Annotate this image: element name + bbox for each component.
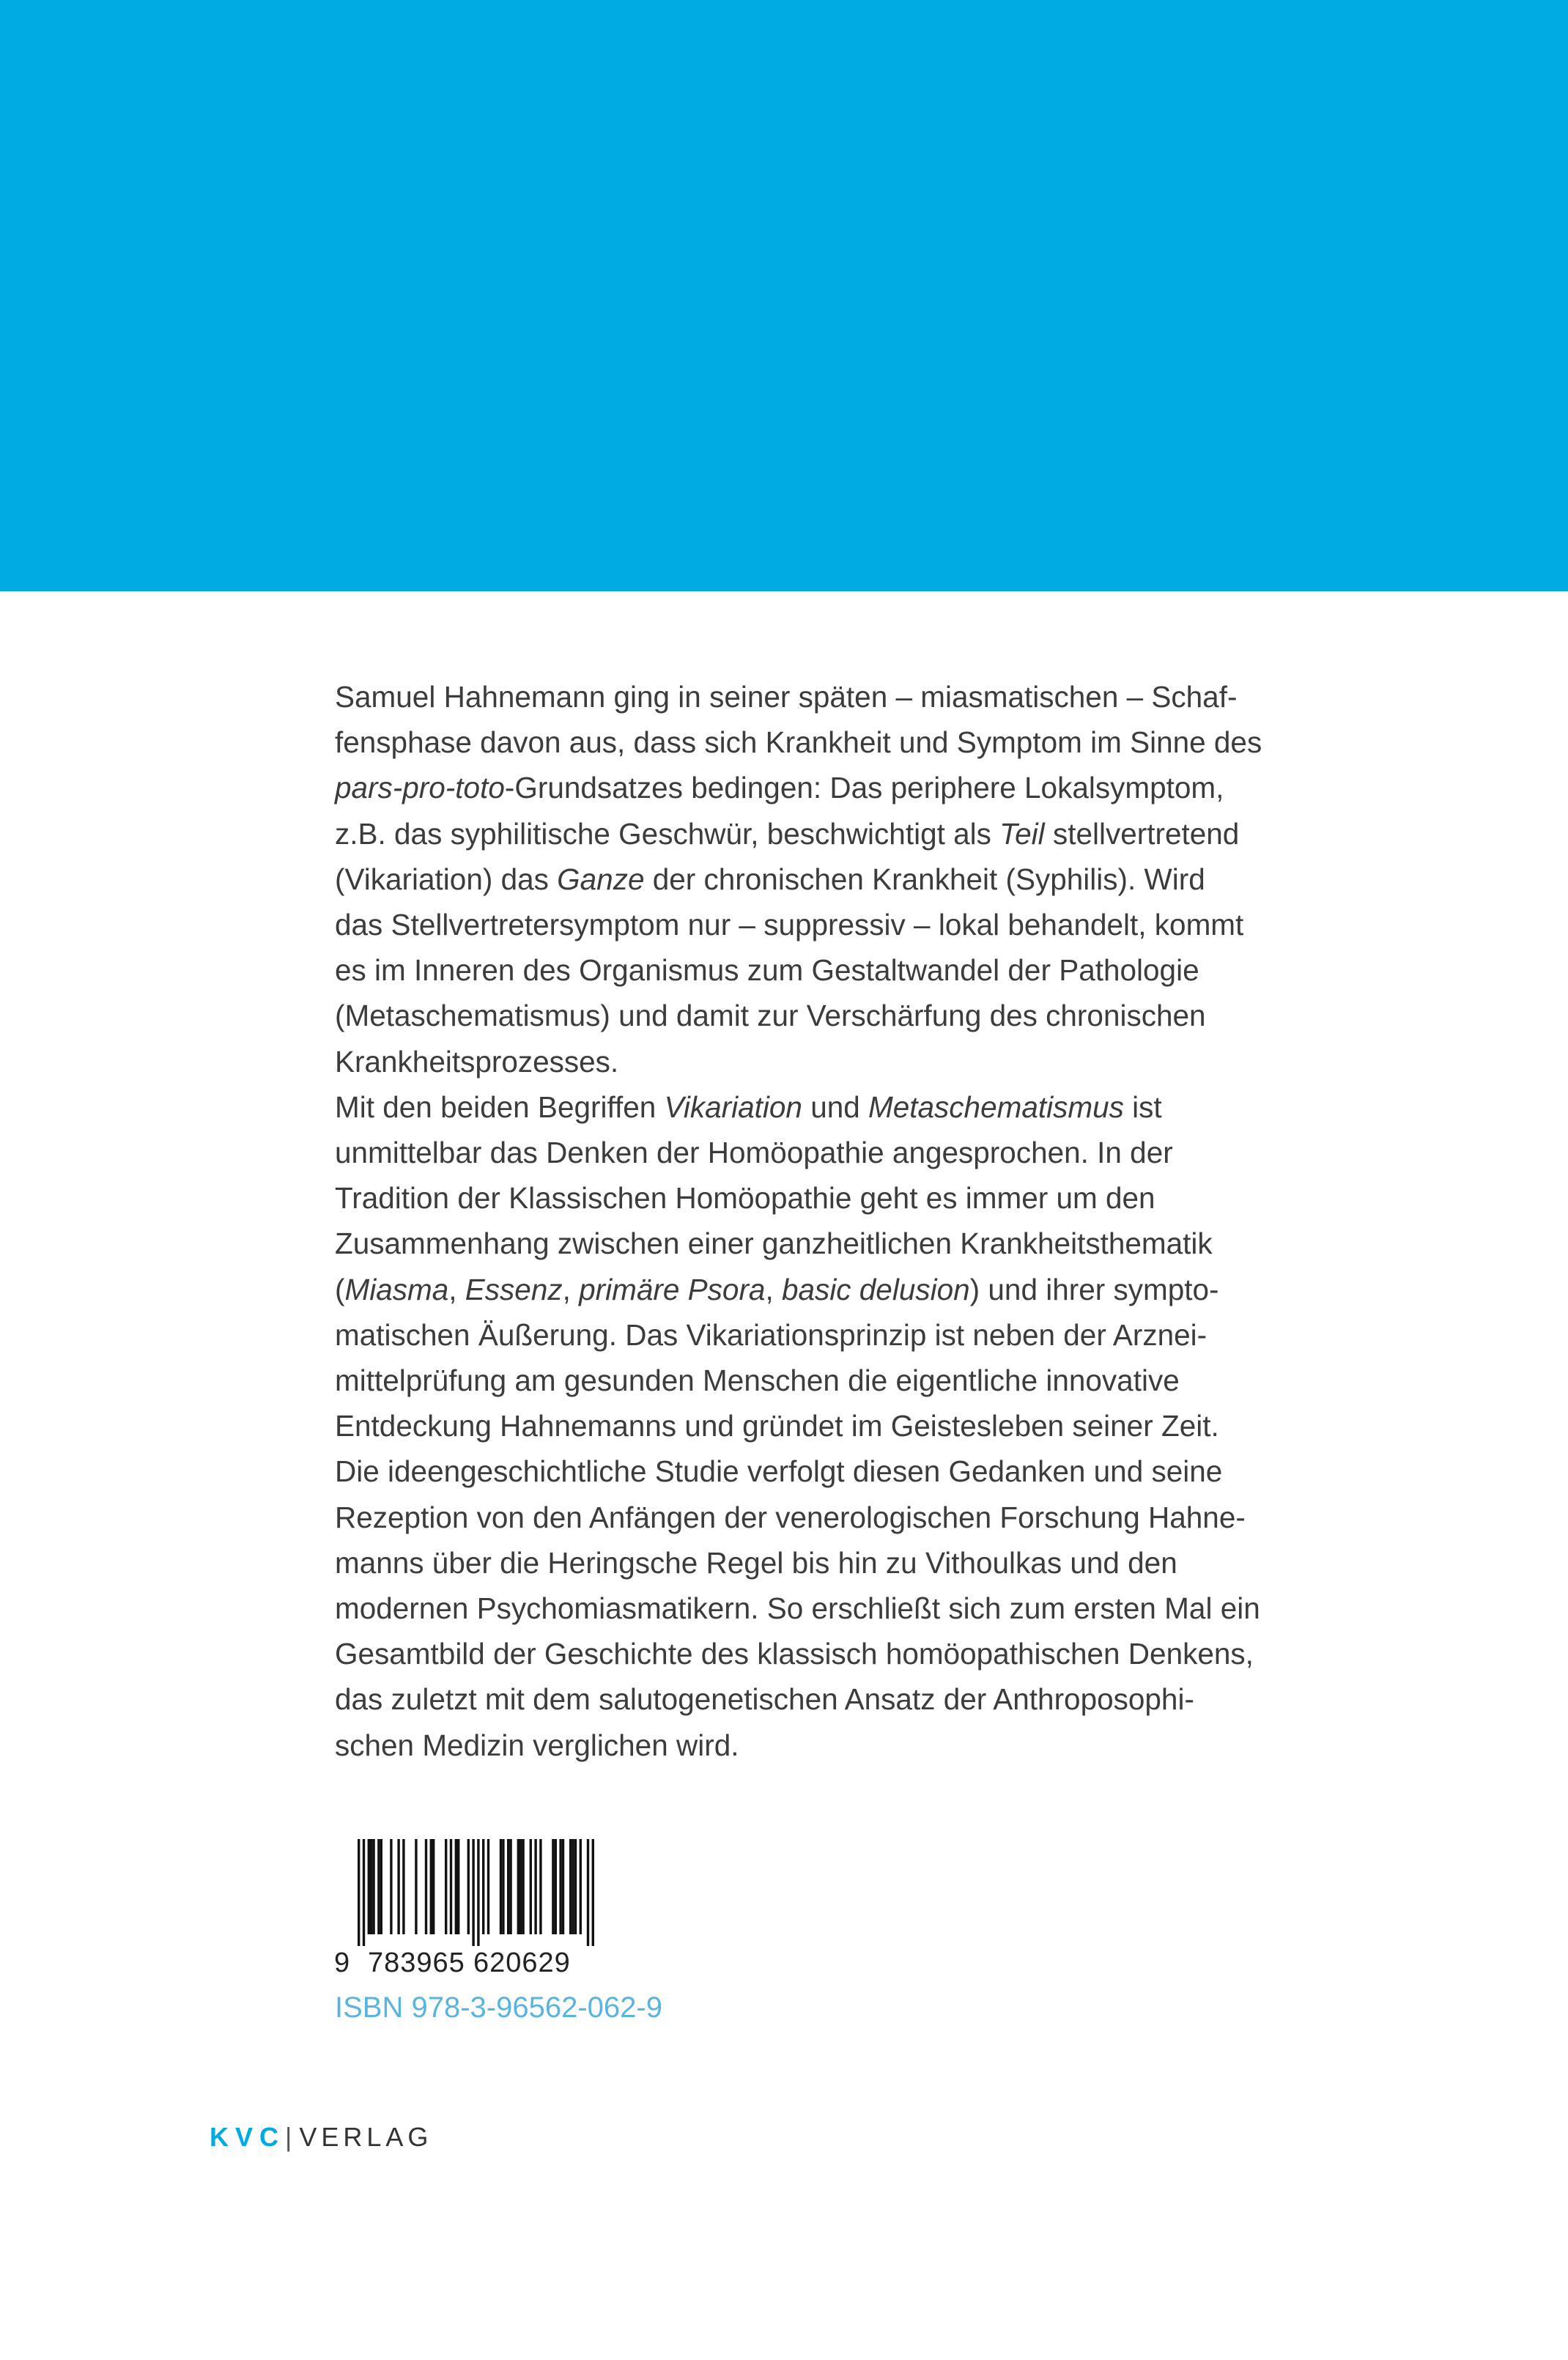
publisher-logo [210,2122,432,2153]
blurb-line [335,1403,1243,1449]
barcode-bar [432,1839,434,1934]
blurb-line [335,1221,1243,1266]
blurb-text-run: Mit den beiden Begriffen [335,1090,665,1124]
blurb-italic-term: Essenz [465,1272,563,1306]
blurb-italic-term: pars-pro-toto [335,771,505,805]
barcode-guard-bar [358,1839,360,1946]
blurb-italic-term: Ganze [557,862,645,896]
barcode-bar [455,1839,457,1934]
isbn-number: ISBN 978-3-96562-062-9 [335,1991,662,2024]
blue-header-band [0,0,1568,591]
barcode-bar [517,1839,519,1934]
blurb-line [335,765,1243,810]
blurb-text-run: matischen Äußerung. Das Vikariationsprinzip ist neben der Arznei- [335,1317,1208,1352]
blurb-line [335,720,1262,765]
barcode-bar [445,1839,447,1934]
barcode-bar [574,1839,577,1934]
barcode-guard-bar [587,1839,589,1946]
publisher-kvc: KVC [210,2122,286,2152]
barcode-bar [502,1839,504,1934]
barcode-bar [559,1839,561,1934]
barcode-bar [450,1839,452,1934]
blurb-line [335,811,1243,857]
barcode-bar [580,1839,582,1934]
blurb-text-run: unmittelbar das Denken der Homöopathie angesprochen. In der [335,1136,1173,1170]
blurb-line [335,1312,1243,1358]
barcode-bar [372,1839,374,1934]
blurb-text-run: ( [335,1272,345,1306]
blurb-line [335,857,1243,902]
barcode-bar [522,1839,524,1934]
barcode-bar [507,1839,509,1934]
blurb-text-run: Entdeckung Hahnemanns und gründet im Geistesleben seiner Zeit. [335,1409,1219,1443]
barcode-bar [534,1839,536,1934]
barcode-digit-group-right: 620629 [473,1947,571,1978]
blurb-text-run: Rezeption von den Anfängen der venerologischen Forschung Hahne- [335,1500,1246,1534]
barcode-bar [509,1839,511,1934]
blurb-line [335,1586,1260,1631]
blurb-text-run: , [562,1272,580,1306]
blurb-italic-term: Vikariation [664,1090,802,1124]
barcode-bar [530,1839,532,1934]
barcode-bar [555,1839,557,1934]
blurb-text-run: (Metaschematismus) und damit zur Verschärfung des chronischen [335,999,1206,1033]
publisher-verlag: VERLAG [299,2122,433,2152]
publisher-separator: | [285,2122,297,2152]
blurb-text-run: Die ideengeschichtliche Studie verfolgt diesen Gedanken und seine [335,1454,1223,1489]
blurb-text-run: es im Inneren des Organismus zum Gestaltwandel der Pathologie [335,953,1199,988]
blurb-text-run: manns über die Heringsche Regel bis hin zu Vithoulkas und den [335,1545,1177,1580]
barcode-guard-bar [363,1839,365,1946]
barcode-bar [457,1839,459,1934]
barcode-bar [425,1839,427,1934]
blurb-italic-term: primäre Psora [579,1272,766,1306]
barcode-bars [322,1839,630,1949]
blurb-line [335,1449,1243,1494]
blurb-line [335,1039,1243,1084]
barcode-bar [377,1839,380,1934]
barcode-bar [390,1839,392,1934]
barcode-bar [380,1839,382,1934]
barcode-bar [569,1839,572,1934]
blurb-text-run: ) und ihrer sympto- [969,1272,1219,1306]
blurb-italic-term: basic delusion [781,1272,970,1306]
blurb-line [335,1631,1254,1676]
blurb-line [335,1540,1243,1586]
blurb-text-run: und [802,1090,869,1124]
blurb-text-run: , [765,1272,782,1306]
barcode-guard-bar [477,1839,479,1946]
barcode-bar [562,1839,564,1934]
blurb-text-run: (Vikariation) das [335,862,558,896]
blurb-text-run: z.B. das syphilitische Geschwür, beschwichtigt als [335,816,1000,851]
blurb-line [335,1130,1243,1175]
barcode-digit-lead: 9 [334,1947,351,1978]
blurb-text [335,674,1262,1768]
blurb-line [335,1495,1246,1540]
barcode-bar [539,1839,541,1934]
blurb-text-run: -Grundsatzes bedingen: Das periphere Lokalsymptom, [504,771,1224,805]
barcode-bar [430,1839,432,1934]
blurb-text-run: schen Medizin verglichen wird. [335,1728,739,1762]
blurb-text-run: fensphase davon aus, dass sich Krankheit und Symptom im Sinne des [335,725,1262,760]
blurb-line [335,902,1243,947]
barcode-bar [370,1839,372,1934]
blurb-text-run: Tradition der Klassischen Homöopathie geht es immer um den [335,1181,1155,1216]
blurb-text-run: modernen Psychomiasmatikern. So erschließt sich zum ersten Mal ein [335,1591,1260,1626]
blurb-line [335,1358,1243,1403]
barcode-digit-group-left: 783965 [368,1947,465,1978]
isbn-barcode [322,1839,630,2008]
barcode-guard-bar [472,1839,474,1946]
barcode-bar [368,1839,370,1934]
blurb-text-run: mittelprüfung am gesunden Menschen die eigentliche innovative [335,1364,1180,1398]
blurb-line [335,1267,1243,1312]
blurb-text-run: das Stellvertretersymptom nur – suppressiv – lokal behandelt, kommt [335,908,1244,942]
barcode-bar [467,1839,470,1934]
blurb-line [335,1676,1243,1722]
barcode-bar [482,1839,484,1934]
blurb-line [335,674,1243,720]
barcode-bar [519,1839,522,1934]
barcode-bar [487,1839,489,1934]
blurb-line [335,993,1243,1038]
blurb-text-run: ist [1123,1090,1162,1124]
blurb-line [335,1175,1243,1221]
barcode-bar [572,1839,574,1934]
blurb-text-run: stellvertretend [1044,816,1240,851]
barcode-bar [397,1839,399,1934]
blurb-line [335,947,1243,993]
barcode-bar [552,1839,554,1934]
blurb-text-run: der chronischen Krankheit (Syphilis). Wird [644,862,1205,896]
blurb-text-run: Samuel Hahnemann ging in seiner späten – miasmatischen – Schaf- [335,680,1238,714]
blurb-text-run: Krankheitsprozesses. [335,1044,619,1079]
blurb-text-run: , [448,1272,465,1306]
blurb-italic-term: Teil [999,816,1045,851]
blurb-text-run: Gesamtbild der Geschichte des klassisch homöopathischen Denkens, [335,1637,1254,1671]
barcode-bar [402,1839,404,1934]
blurb-text-run: Zusammenhang zwischen einer ganzheitlichen Krankheitsthematik [335,1227,1213,1261]
blurb-line [335,1084,1243,1130]
barcode-guard-bar [592,1839,594,1946]
blurb-text-run: das zuletzt mit dem salutogenetischen Ansatz der Anthroposophi- [335,1682,1194,1717]
blurb-italic-term: Metaschematismus [868,1090,1124,1124]
blurb-italic-term: Miasma [344,1272,449,1306]
barcode-bar [500,1839,502,1934]
blurb-line [335,1723,1243,1768]
barcode-bar [415,1839,417,1934]
